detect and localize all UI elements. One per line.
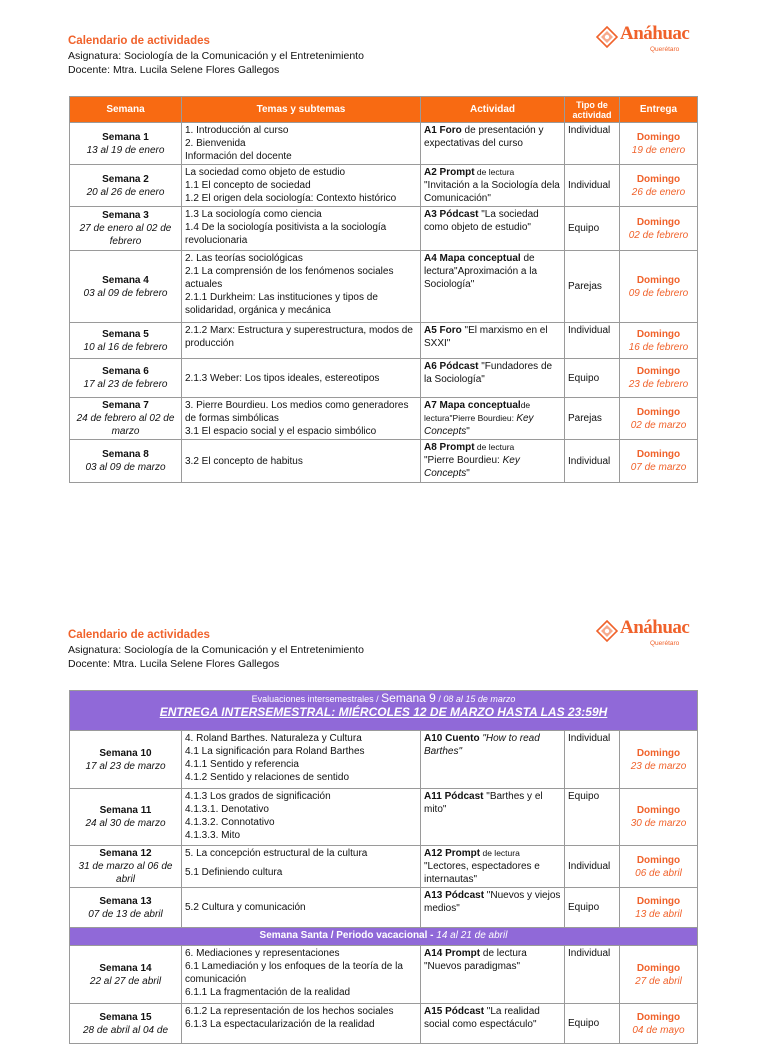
topics-cell	[182, 165, 421, 207]
due-day: Domingo	[636, 328, 681, 340]
week-dates: 27 de enero al 02 de febrero	[79, 223, 172, 247]
activity-code: A12 Prompt	[424, 848, 481, 859]
type-cell: Equipo	[565, 1004, 620, 1044]
week-label: Semana 14	[99, 962, 152, 974]
week-cell	[70, 207, 182, 251]
activity-cell	[421, 731, 565, 789]
week-label: Semana 15	[99, 1011, 152, 1023]
activity-cell	[421, 440, 565, 483]
activity-cell	[421, 165, 565, 207]
logo-city: Querétaro	[650, 46, 680, 53]
week-cell	[70, 165, 182, 207]
due-day: Domingo	[636, 173, 681, 185]
subject-line: Asignatura: Sociología de la Comunicación y el Entretenimiento	[68, 50, 364, 62]
banner-dates: 08 al 15 de marzo	[443, 694, 516, 704]
week-label: Semana 5	[102, 328, 149, 340]
topic-line: 3.2 El concepto de habitus	[185, 455, 303, 467]
topic-line: 6.1.2 La representación de los hechos sociales	[185, 1006, 394, 1017]
week-cell	[70, 440, 182, 483]
topic-line: 1.2 El origen dela sociología: Contexto histórico	[185, 193, 397, 204]
activity-cell	[421, 251, 565, 323]
activity-reading: de lectura"Pierre Bourdieu:	[424, 400, 531, 423]
document-header	[68, 34, 364, 77]
week-dates: 03 al 09 de febrero	[83, 287, 168, 299]
activity-cell	[421, 359, 565, 398]
col-semana: Semana	[70, 97, 182, 123]
topic-line: 4.1.3.2. Connotativo	[185, 817, 275, 828]
topic-line: 1.3 La sociología como ciencia	[185, 209, 322, 220]
vacation-label: Semana Santa / Periodo vacacional -	[259, 930, 437, 941]
due-date: 06 de abril	[635, 867, 682, 879]
topics-cell	[182, 846, 421, 888]
topics-cell	[182, 789, 421, 846]
activity-code: A1 Foro	[424, 125, 462, 136]
activity-cell	[421, 846, 565, 888]
due-cell	[620, 946, 698, 1004]
due-day: Domingo	[636, 216, 681, 228]
teacher-line: Docente: Mtra. Lucila Selene Flores Gallegos	[68, 658, 280, 670]
due-day: Domingo	[636, 805, 681, 816]
table-row	[70, 251, 698, 323]
week-label: Semana 10	[99, 747, 152, 759]
anahuac-emblem-icon	[596, 26, 618, 48]
due-cell	[620, 123, 698, 165]
week-cell	[70, 888, 182, 928]
topic-line: 3. Pierre Bourdieu. Los medios como generadores de formas simbólicas	[185, 400, 409, 424]
activity-text: "Nuevos y viejos medios"	[424, 890, 561, 914]
due-cell	[620, 846, 698, 888]
week-dates: 24 de febrero al 02 de marzo	[76, 413, 175, 437]
activity-text: "Invitación a la Sociología dela Comunicación"	[424, 180, 560, 204]
type-cell: Individual	[565, 440, 620, 483]
banner-deadline: ENTREGA INTERSEMESTRAL: MIÉRCOLES 12 DE MARZO HASTA LAS 23:59H	[159, 705, 608, 719]
table-row	[70, 165, 698, 207]
due-cell	[620, 207, 698, 251]
anahuac-logo	[596, 22, 696, 56]
activity-italic: Key Concepts	[424, 413, 534, 437]
activity-tail: "	[466, 426, 470, 437]
logo-name: Anáhuac	[620, 617, 690, 638]
topics-cell	[182, 398, 421, 440]
topic-line: 6.1.1 La fragmentación de la realidad	[185, 987, 351, 998]
activity-cell	[421, 789, 565, 846]
type-cell: Equipo	[565, 789, 620, 846]
due-day: Domingo	[636, 895, 681, 907]
topic-line: Información del docente	[185, 151, 292, 162]
topic-line: 2. Las teorías sociológicas	[185, 253, 303, 264]
activities-table-1	[69, 96, 698, 483]
topic-line: 2.1.2 Marx: Estructura y superestructura, modos de producción	[185, 325, 413, 349]
week-label: Semana 11	[99, 805, 152, 816]
topic-line: 2. Bienvenida	[185, 138, 246, 149]
activity-text: "Pierre Bourdieu:	[424, 455, 503, 466]
activity-reading: de lectura	[474, 167, 515, 177]
activity-text: "Fundadores de la Sociología"	[424, 361, 553, 385]
due-day: Domingo	[636, 131, 681, 143]
week-label: Semana 4	[102, 274, 149, 286]
intersemestral-banner	[70, 691, 698, 731]
week-dates: 03 al 09 de marzo	[85, 462, 166, 473]
topic-line: 4.1.2 Sentido y relaciones de sentido	[185, 772, 349, 783]
activity-reading: de lectura	[480, 848, 520, 858]
week-dates: 24 al 30 de marzo	[85, 818, 166, 829]
topic-line: La sociedad como objeto de estudio	[185, 167, 346, 178]
activity-cell	[421, 398, 565, 440]
topic-line: 1.1 El concepto de sociedad	[185, 180, 311, 191]
topic-line: 6.1 Lamediación y los enfoques de la teoría de la comunicación	[185, 961, 403, 985]
topic-line: 4.1.3.3. Mito	[185, 830, 241, 841]
type-cell: Individual	[565, 946, 620, 1004]
topic-line: 1. Introducción al curso	[185, 125, 289, 136]
due-date: 09 de febrero	[628, 287, 689, 299]
banner-prefix: Evaluaciones intersemestrales /	[251, 694, 382, 704]
due-cell	[620, 731, 698, 789]
activity-text: "La realidad social como espectáculo"	[424, 1006, 540, 1030]
week-label: Semana 8	[102, 449, 149, 460]
table-row	[70, 946, 698, 1004]
type-cell: Parejas	[565, 398, 620, 440]
week-cell	[70, 323, 182, 359]
activity-code: A4 Mapa conceptual	[424, 253, 521, 264]
topics-cell	[182, 440, 421, 483]
subject-line: Asignatura: Sociología de la Comunicación y el Entretenimiento	[68, 644, 364, 656]
activity-text: de presentación y expectativas del curso	[424, 125, 544, 149]
due-cell	[620, 440, 698, 483]
topic-line: 4. Roland Barthes. Naturaleza y Cultura	[185, 733, 362, 744]
due-date: 16 de febrero	[628, 341, 689, 353]
week-cell	[70, 946, 182, 1004]
topics-cell	[182, 251, 421, 323]
table-row	[70, 789, 698, 846]
vacation-dates: 14 al 21 de abril	[436, 930, 508, 941]
document-header-2	[68, 628, 364, 671]
document-title: Calendario de actividades	[68, 35, 210, 47]
activity-code: A3 Pódcast	[424, 209, 479, 220]
activity-code: A8 Prompt	[424, 442, 475, 453]
table-row	[70, 207, 698, 251]
activity-code: A13 Pódcast	[424, 890, 485, 901]
activity-code: A5 Foro	[424, 325, 462, 336]
activity-text: de lectura "Nuevos paradigmas"	[424, 948, 527, 972]
due-day: Domingo	[636, 449, 681, 460]
topics-cell	[182, 888, 421, 928]
due-date: 02 de febrero	[628, 229, 689, 241]
topics-cell	[182, 323, 421, 359]
topic-line: 3.1 El espacio social y el espacio simbólico	[185, 426, 377, 437]
activity-code: A15 Pódcast	[424, 1006, 485, 1017]
week-label: Semana 7	[102, 400, 149, 411]
due-date: 07 de marzo	[630, 462, 687, 473]
topic-line: 5.2 Cultura y comunicación	[185, 902, 306, 913]
activity-text: "Lectores, espectadores e internautas"	[424, 861, 540, 885]
topic-line: 4.1.1 Sentido y referencia	[185, 759, 299, 770]
table-row	[70, 123, 698, 165]
table-row	[70, 398, 698, 440]
activity-cell	[421, 946, 565, 1004]
week-label: Semana 1	[102, 131, 149, 143]
activity-text: "Barthes y el mito"	[424, 791, 543, 815]
week-label: Semana 13	[99, 895, 152, 907]
due-date: 26 de enero	[631, 186, 686, 198]
topic-line: 5.1 Definiendo cultura	[185, 867, 283, 878]
activity-code: A7 Mapa conceptual	[424, 400, 521, 411]
activity-italic: Key Concepts	[424, 455, 520, 479]
type-cell: Individual	[565, 323, 620, 359]
due-cell	[620, 251, 698, 323]
activity-code: A10 Cuento	[424, 733, 480, 744]
vacation-banner-row	[70, 928, 698, 946]
due-cell	[620, 398, 698, 440]
table-row	[70, 323, 698, 359]
topics-cell	[182, 946, 421, 1004]
col-actividad: Actividad	[421, 97, 565, 123]
topic-line: 4.1.3.1. Denotativo	[185, 804, 269, 815]
topics-cell	[182, 359, 421, 398]
week-dates: 10 al 16 de febrero	[83, 341, 168, 353]
activity-cell	[421, 123, 565, 165]
type-cell: Equipo	[565, 207, 620, 251]
topics-cell	[182, 731, 421, 789]
week-label: Semana 2	[102, 173, 149, 185]
activity-cell	[421, 323, 565, 359]
activity-code: A2 Prompt	[424, 167, 475, 178]
week-dates: 13 al 19 de enero	[86, 144, 165, 156]
topic-line: 4.1.3 Los grados de significación	[185, 791, 331, 802]
due-day: Domingo	[636, 274, 681, 286]
logo-city: Querétaro	[650, 640, 680, 647]
due-date: 13 de abril	[635, 908, 682, 920]
week-label: Semana 6	[102, 366, 149, 377]
activities-table-2	[69, 690, 698, 1044]
type-cell: Equipo	[565, 359, 620, 398]
week-dates: 28 de abril al 04 de	[82, 1024, 169, 1036]
week-cell	[70, 398, 182, 440]
activity-cell	[421, 888, 565, 928]
vacation-banner	[70, 928, 698, 946]
topic-line: 1.4 De la sociología positivista a la sociología revolucionaria	[185, 222, 387, 246]
table-row	[70, 359, 698, 398]
topics-cell	[182, 207, 421, 251]
due-cell	[620, 165, 698, 207]
due-day: Domingo	[636, 962, 681, 974]
week-cell	[70, 251, 182, 323]
due-date: 23 de marzo	[630, 760, 687, 772]
type-cell: Equipo	[565, 888, 620, 928]
activity-italic: "How to read Barthes"	[424, 733, 540, 757]
type-cell: Individual	[565, 165, 620, 207]
due-cell	[620, 359, 698, 398]
week-dates: 07 de 13 de abril	[88, 908, 163, 920]
type-cell: Parejas	[565, 251, 620, 323]
topic-line: 2.1 La comprensión de los fenómenos sociales actuales	[185, 266, 394, 290]
due-day: Domingo	[636, 854, 681, 866]
week-dates: 17 al 23 de febrero	[83, 379, 168, 390]
due-cell	[620, 888, 698, 928]
due-day: Domingo	[636, 747, 681, 759]
due-date: 19 de enero	[631, 144, 686, 156]
type-cell: Individual	[565, 731, 620, 789]
week-label: Semana 3	[102, 210, 149, 221]
topic-line: 4.1 La significación para Roland Barthes	[185, 746, 365, 757]
week-cell	[70, 789, 182, 846]
type-cell: Individual	[565, 123, 620, 165]
logo-name: Anáhuac	[620, 23, 690, 44]
due-date: 02 de marzo	[630, 419, 687, 431]
topic-line: 6. Mediaciones y representaciones	[185, 948, 340, 959]
due-day: Domingo	[636, 1011, 681, 1023]
anahuac-emblem-icon	[596, 620, 618, 642]
week-cell	[70, 846, 182, 888]
activity-reading: de lectura	[474, 442, 515, 452]
week-label: Semana 12	[99, 848, 152, 859]
week-cell	[70, 731, 182, 789]
banner-sep: /	[435, 694, 444, 704]
due-date: 23 de febrero	[628, 379, 689, 390]
topic-line: 2.1.1 Durkheim: Las instituciones y tipos de solidaridad, orgánica y mecánica	[185, 292, 378, 316]
week-dates: 22 al 27 de abril	[89, 975, 162, 987]
anahuac-logo	[596, 616, 696, 650]
teacher-line: Docente: Mtra. Lucila Selene Flores Gallegos	[68, 64, 280, 76]
table-row	[70, 846, 698, 888]
banner-week: Semana 9	[381, 691, 436, 705]
due-cell	[620, 789, 698, 846]
week-cell	[70, 123, 182, 165]
document-title: Calendario de actividades	[68, 629, 210, 641]
activity-text: "La sociedad como objeto de estudio"	[424, 209, 539, 233]
activity-cell	[421, 207, 565, 251]
topic-line: 2.1.3 Weber: Los tipos ideales, estereotipos	[185, 372, 380, 384]
week-cell	[70, 359, 182, 398]
activity-code: A11 Pódcast	[424, 791, 484, 802]
due-date: 04 de mayo	[632, 1024, 685, 1036]
activity-text: "El marxismo en el SXXI"	[424, 325, 548, 349]
col-entrega: Entrega	[620, 97, 698, 123]
table-row	[70, 731, 698, 789]
activity-code: A14 Prompt	[424, 948, 481, 959]
week-dates: 20 al 26 de enero	[86, 186, 165, 198]
topics-cell	[182, 123, 421, 165]
due-date: 27 de abril	[635, 975, 682, 987]
due-day: Domingo	[636, 406, 681, 418]
due-day: Domingo	[636, 366, 681, 377]
week-dates: 31 de marzo al 06 de abril	[78, 861, 173, 885]
due-date: 30 de marzo	[630, 818, 687, 829]
activity-tail: "	[466, 468, 470, 479]
due-cell	[620, 323, 698, 359]
week-dates: 17 al 23 de marzo	[85, 760, 166, 772]
activity-text: de lectura"Aproximación a la Sociología"	[424, 253, 538, 290]
type-cell: Individual	[565, 846, 620, 888]
topic-line: 5. La concepción estructural de la cultura	[185, 848, 368, 859]
table-row	[70, 440, 698, 483]
col-tipo: Tipo de actividad	[565, 97, 620, 123]
table-row	[70, 888, 698, 928]
activity-code: A6 Pódcast	[424, 361, 479, 372]
col-temas: Temas y subtemas	[182, 97, 421, 123]
topic-line: 6.1.3 La espectacularización de la realidad	[185, 1019, 375, 1030]
